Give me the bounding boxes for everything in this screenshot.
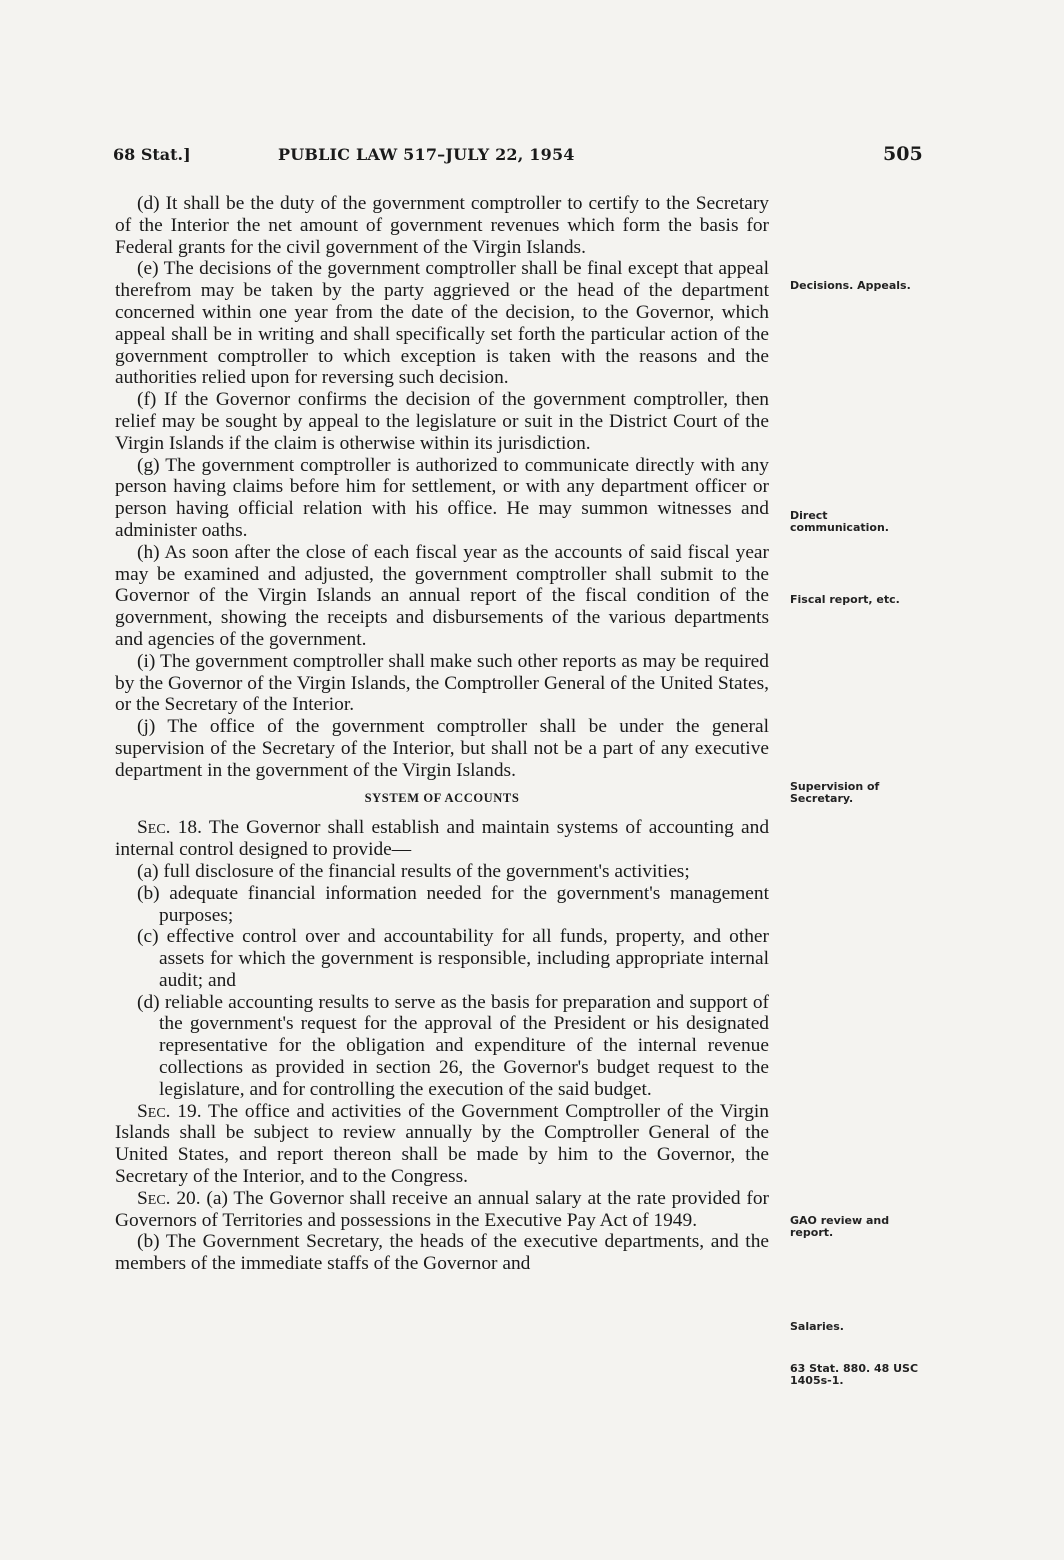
section-19 xyxy=(115,1101,769,1188)
section-heading: SYSTEM OF ACCOUNTS xyxy=(364,790,520,805)
section-18 xyxy=(115,817,769,861)
section-20 xyxy=(115,1188,769,1232)
margin-note-direct: Direct communication. xyxy=(790,509,889,534)
section-18-item-d: (d) reliable accounting results to serve as the basis for preparation and support of the government's request for the approval of the President or his designated representative for the obligation and expenditure of the internal revenue collections as provided in section 26, the Governor's budget request to the legislature, and for controlling the execution of the said budget. xyxy=(137,991,769,1100)
paragraph-d: (d) It shall be the duty of the government comptroller to certify to the Secretary of the Interior the net amount of government revenues which form the basis for Federal grants for the civil government of the Virgin Islands. xyxy=(115,193,769,258)
margin-note-gao: GAO review and report. xyxy=(790,1214,890,1239)
section-18-item-c: (c) effective control over and accountability for all funds, property, and other assets for which the government is responsible, including appropriate internal audit; and xyxy=(137,926,769,991)
paragraph-i: (i) The government comptroller shall make such other reports as may be required by the Governor of the Virgin Islands, the Comptroller General of the United States, or the Secretary of the Interior. xyxy=(115,650,769,716)
section-18-label: Sec. 18. xyxy=(137,817,202,839)
paragraph-h: (h) As soon after the close of each fiscal year as the accounts of said fiscal year may be examined and adjusted, the government comptroller shall submit to the Governor of the Virgin Islands an annual report of the fiscal condition of the government, showing the receipts and disbursements of the various departments and agencies of the government. xyxy=(115,541,769,650)
paragraph-g: (g) The government comptroller is authorized to communicate directly with any person having claims before him for settlement, or with any department officer or person having official relation with his office. He may summon witnesses and administer oaths. xyxy=(115,454,769,541)
section-20-label: Sec. 20. xyxy=(137,1187,201,1209)
margin-note-salaries: Salaries. xyxy=(790,1320,844,1333)
section-18-text: The Governor shall establish and maintain systems of accounting and internal control designed to provide— xyxy=(115,817,770,861)
page-title: PUBLIC LAW 517–JULY 22, 1954 xyxy=(278,145,575,164)
section-18-item-a: (a) full disclosure of the financial results of the government's activities; xyxy=(137,860,690,882)
margin-note-citation: 63 Stat. 880. 48 USC 1405s-1. xyxy=(790,1362,919,1387)
paragraph-j: (j) The office of the government comptroller shall be under the general supervision of the Secretary of the Interior, but shall not be a part of any executive department in the government of the Virgin Islands. xyxy=(115,716,769,781)
section-18-item-b: (b) adequate financial information needed for the government's management purposes; xyxy=(137,882,769,926)
paragraph-f: (f) If the Governor confirms the decision of the government comptroller, then relief may be sought by appeal to the legislature or suit in the District Court of the Virgin Islands if the claim is otherwise within its jurisdiction. xyxy=(115,389,769,454)
margin-note-supervision: Supervision of Secretary. xyxy=(790,780,880,805)
statute-reference: 68 Stat.] xyxy=(113,145,191,164)
section-20-b: (b) The Government Secretary, the heads of the executive departments, and the members of the immediate staffs of the Governor and xyxy=(115,1231,769,1275)
section-19-label: Sec. 19. xyxy=(137,1100,202,1122)
paragraph-e: (e) The decisions of the government comptroller shall be final except that appeal therefrom may be taken by the party aggrieved or the head of the department concerned within one year from the date of the decision, to the Governor, which appeal shall be in writing and shall specifically set forth the particular action of the government comptroller to which exception is taken with the reasons and the authorities relied upon for reversing such decision. xyxy=(115,258,769,389)
body-text xyxy=(115,193,769,1275)
section-20-text-a: (a) The Governor shall receive an annual salary at the rate provided for Governors of Territories and possessions in the Executive Pay Act of 1949. xyxy=(115,1187,769,1231)
section-19-text: The office and activities of the Government Comptroller of the Virgin Islands shall be subject to review annually by the Comptroller General of the United States, and report thereon shall be made by him to the Governor, the Secretary of the Interior, and to the Congress. xyxy=(115,1100,769,1188)
margin-note-decisions: Decisions. Appeals. xyxy=(790,279,911,292)
page-number: 505 xyxy=(883,143,923,165)
margin-note-fiscal: Fiscal report, etc. xyxy=(790,593,900,606)
